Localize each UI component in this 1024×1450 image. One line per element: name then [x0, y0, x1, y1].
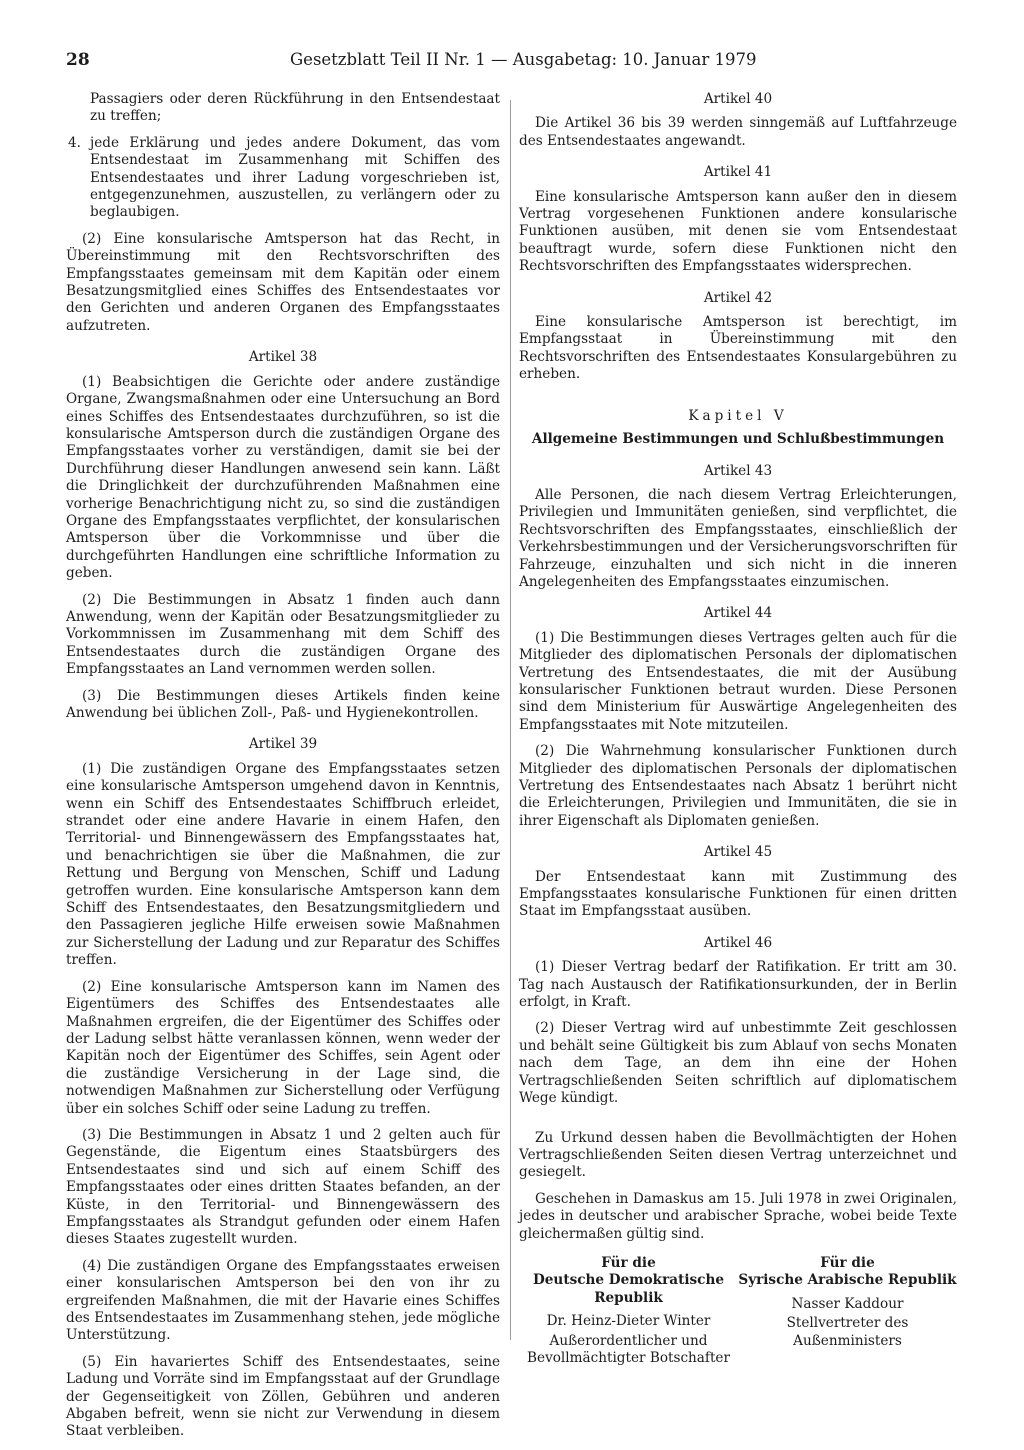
item-text: jede Erklärung und jedes andere Dokument, das vom Entsendestaat im Zusammenhang mit Schiffen des Entsendestaates und ihrer Ladung vorgeschrieben ist, entgegenzunehmen, auszustellen, zu verlängern oder zu beglaubigen.: [90, 134, 500, 221]
paragraph: (3) Die Bestimmungen in Absatz 1 und 2 gelten auch für Gegenstände, die Eigentum eines Staatsbürgers des Entsendestaates sind und sich auf einem Schiff des Empfangsstaates oder eines dritten Staates befanden, an der Küste, in den Territorial- und Binnengewässern des Empfangsstaates als Strandgut gefunden oder einem Hafen dieses Staates zugestellt wurden.: [66, 1126, 500, 1248]
right-column: [519, 91, 957, 1367]
paragraph: (1) Beabsichtigen die Gerichte oder andere zuständige Organe, Zwangsmaßnahmen oder eine Untersuchung an Bord eines Schiffes des Entsendestaates durchzuführen, so ist die konsularische Amtsperson durch die zuständigen Organe des Empfangsstaates vorher zu verständigen, damit sie bei der Durchführung dieser Handlungen anwesend sein kann. Läßt die Dringlichkeit der durchzuführenden Maßnahmen eine vorherige Benachrichtigung nicht zu, so sind die zuständigen Organe des Empfangsstaates verpflichtet, der konsularischen Amtsperson über die Vorkommnisse und über die durchgeführten Handlungen eine schriftliche Information zu geben.: [66, 373, 500, 582]
paragraph: (2) Die Bestimmungen in Absatz 1 finden auch dann Anwendung, wenn der Kapitän oder Besatzungsmitglieder zu Vorkommnissen im Zusammenhang mit dem Schiff des Entsendestaates durch die zuständigen Organe des Empfangsstaates an Land vernommen werden sollen.: [66, 591, 500, 678]
paragraph: (1) Dieser Vertrag bedarf der Ratifikation. Er tritt am 30. Tag nach Austausch der Ratifikationsurkunden, der in Berlin erfolgt, in Kraft.: [519, 959, 957, 1011]
article-heading: Artikel 45: [703, 844, 773, 861]
article-heading: Artikel 46: [703, 934, 773, 951]
page-number: 28: [66, 50, 90, 70]
article-heading: Artikel 41: [703, 164, 773, 181]
paragraph: (3) Die Bestimmungen dieses Artikels finden keine Anwendung bei üblichen Zoll-, Paß- und Hygienekontrollen.: [66, 687, 500, 721]
article-heading: Artikel 38: [248, 349, 318, 366]
paragraph: Der Entsendestaat kann mit Zustimmung des Empfangsstaates konsularische Funktionen für einen dritten Staat im Empfangsstaat ausüben.: [519, 868, 957, 920]
signatory-name: Dr. Heinz-Dieter Winter: [546, 1313, 711, 1330]
signatory-name: Nasser Kaddour: [791, 1295, 904, 1312]
article-heading: Artikel 42: [703, 289, 773, 306]
item-continuation: Passagiers oder deren Rückführung in den Entsendestaat zu treffen;: [90, 91, 500, 125]
chapter-heading: Kapitel V: [688, 407, 788, 424]
closing-place-date: Geschehen in Damaskus am 15. Juli 1978 in zwei Originalen, jedes in deutscher und arabischer Sprache, wobei beide Texte gleichermaßen gültig sind.: [519, 1190, 957, 1242]
signature-state: Deutsche Demokratische Republik: [533, 1272, 724, 1306]
article-heading: Artikel 44: [703, 605, 773, 622]
article-heading: Artikel 43: [703, 462, 773, 479]
list-item-4: [66, 135, 500, 222]
paragraph: Die Artikel 36 bis 39 werden sinngemäß auf Luftfahrzeuge des Entsendestaates angewandt.: [519, 115, 957, 149]
paragraph: Alle Personen, die nach diesem Vertrag Erleichterungen, Privilegien und Immunitäten genießen, sind verpflichtet, die Rechtsvorschriften des Empfangsstaates, einschließlich der Verkehrsbestimmungen und der Versicherungsvorschriften für Fahrzeuge, einzuhalten und sich nicht in die inneren Angelegenheiten des Empfangsstaates einzumischen.: [519, 486, 957, 590]
signature-state: Syrische Arabische Republik: [738, 1272, 957, 1289]
paragraph: (2) Die Wahrnehmung konsularischer Funktionen durch Mitglieder des diplomatischen Personals der diplomatischen Vertretung des Entsendestaates nach Absatz 1 berührt nicht die Erleichterungen, Privilegien und Immunitäten, die sie in ihrer Eigenschaft als Diplomaten genießen.: [519, 743, 957, 829]
page-header: Gesetzblatt Teil II Nr. 1 — Ausgabetag: 10. Januar 1979: [290, 50, 757, 69]
closing-formula: Zu Urkund dessen haben die Bevollmächtigten der Hohen Vertragschließenden Seiten diesen Vertrag unterzeichnet und gesiegelt.: [519, 1129, 957, 1181]
signature-syria: [738, 1255, 957, 1367]
paragraph: (5) Ein havariertes Schiff des Entsendestaates, seine Ladung und Vorräte sind im Empfangsstaat auf der Grundlage der Gegenseitigkeit von Zöllen, Gebühren und anderen Abgaben befreit, wenn sie nicht zur Verwendung in diesem Staat verbleiben.: [66, 1353, 500, 1440]
signatory-role: Stellvertreter des Außenministers: [786, 1315, 909, 1349]
item-number: 4.: [68, 134, 81, 151]
paragraph: (2) Eine konsularische Amtsperson kann im Namen des Eigentümers des Schiffes des Entsendestaates alle Maßnahmen ergreifen, die der Eigentümer des Schiffes oder der Ladung selbst hätte veranlassen können, wenn weder der Kapitän noch der Eigentümer des Schiffes, sein Agent oder die zuständige Versicherung in der Lage sind, die notwendigen Maßnahmen zur Sicherstellung oder Verfügung über ein solches Schiff oder seine Ladung zu treffen.: [66, 978, 500, 1117]
signatory-role: Außerordentlicher und Bevollmächtigter Botschafter: [527, 1332, 730, 1366]
article-heading: Artikel 39: [248, 736, 318, 753]
paragraph: (1) Die Bestimmungen dieses Vertrages gelten auch für die Mitglieder des diplomatischen Personals der diplomatischen Vertretung des Entsendestaates, die mit der Ausübung konsularischer Funktionen betraut wurden. Diese Personen sind dem Ministerium für Auswärtige Angelegenheiten des Empfangsstaates mit Note mitzuteilen.: [519, 629, 957, 733]
paragraph: (1) Die zuständigen Organe des Empfangsstaates setzen eine konsularische Amtsperson umgehend davon in Kenntnis, wenn ein Schiff des Entsendestaates Schiffbruch erleidet, strandet oder eine andere Havarie in einem Hafen, den Territorial- und Binnengewässern des Empfangsstaates hat, und benachrichtigen sie über die Maßnahmen, die zur Rettung und Bergung von Menschen, Schiff und Ladung getroffen wurden. Eine konsularische Amtsperson kann dem Schiff des Entsendestaates, den Besatzungsmitgliedern und den Passagieren jegliche Hilfe erweisen sowie Maßnahmen zur Sicherstellung der Ladung und zur Reparatur des Schiffes treffen.: [66, 760, 500, 969]
signature-block: [519, 1255, 957, 1367]
paragraph: (2) Dieser Vertrag wird auf unbestimmte Zeit geschlossen und behält seine Gültigkeit bis zum Ablauf von sechs Monaten nach dem Tage, an dem ihn eine der Hohen Vertragschließenden Seiten schriftlich auf diplomatischem Wege kündigt.: [519, 1020, 957, 1107]
article-heading: Artikel 40: [703, 91, 773, 107]
chapter-title: Allgemeine Bestimmungen und Schlußbestimmungen: [531, 431, 945, 448]
signature-prefix: Für die: [820, 1254, 875, 1271]
paragraph: Eine konsularische Amtsperson ist berechtigt, im Empfangsstaat in Übereinstimmung mit den Rechtsvorschriften des Entsendestaates Konsulargebühren zu erheben.: [519, 314, 957, 383]
signature-gdr: [519, 1255, 738, 1367]
column-divider: [510, 100, 511, 1340]
signature-prefix: Für die: [601, 1254, 656, 1271]
paragraph: (4) Die zuständigen Organe des Empfangsstaates erweisen einer konsularischen Amtsperson bei den von ihr zu ergreifenden Maßnahmen, die mit der Havarie eines Schiffes des Entsendestaates im Zusammenhang stehen, jede mögliche Unterstützung.: [66, 1257, 500, 1344]
paragraph: (2) Eine konsularische Amtsperson hat das Recht, in Übereinstimmung mit den Rechtsvorschriften des Empfangsstaates gemeinsam mit dem Kapitän oder einem Besatzungsmitglied eines Schiffes des Entsendestaates vor den Gerichten und anderen Organen des Empfangsstaates aufzutreten.: [66, 230, 500, 334]
left-column: [66, 91, 500, 1450]
paragraph: Eine konsularische Amtsperson kann außer den in diesem Vertrag vorgesehenen Funktionen andere konsularische Funktionen ausüben, mit denen sie vom Entsendestaat beauftragt wurde, sofern diese Funktionen nicht den Rechtsvorschriften des Empfangsstaates widersprechen.: [519, 188, 957, 275]
